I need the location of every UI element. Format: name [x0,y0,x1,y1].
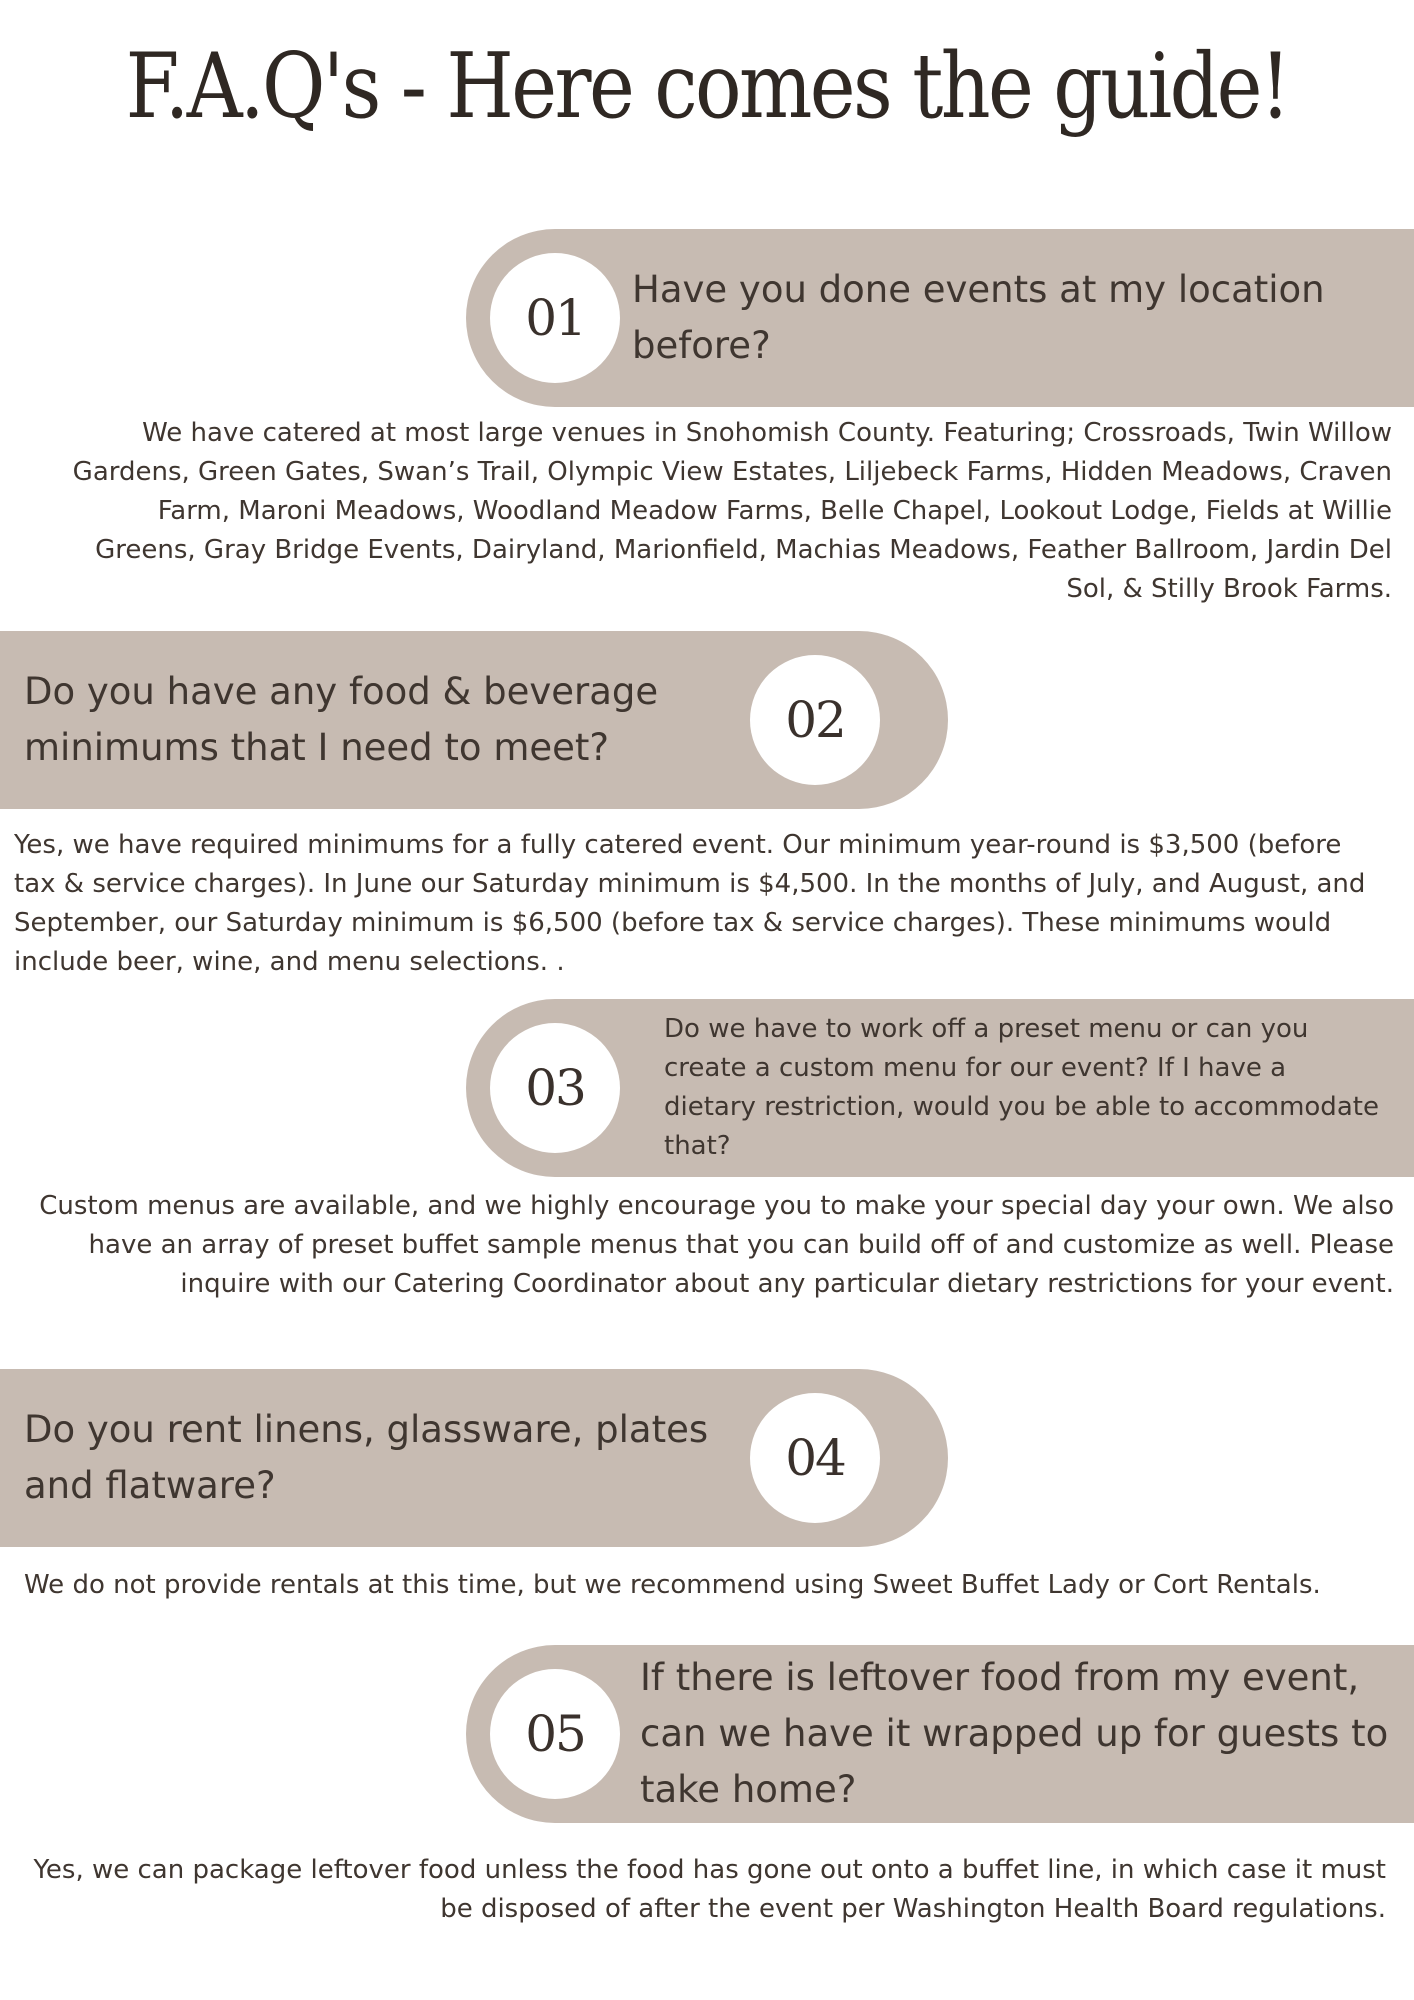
faq-answer-2: Yes, we have required minimums for a fully catered event. Our minimum year-round is $3,500 (before tax & service charges). In June our Saturday minimum is $4,500. In the months of July, and August, and September, our Saturday minimum is $6,500 (before tax & service charges). These minimums would include beer, wine, and menu selections. . [14,830,1366,977]
faq-banner-1 [466,229,1414,407]
faq-question-5: If there is leftover food from my event, can we have it wrapped up for guests to take home? [640,1656,1389,1811]
faq-answer-1: We have catered at most large venues in Snohomish County. Featuring; Crossroads, Twin Willow Gardens, Green Gates, Swan’s Trail, Olympic View Estates, Liljebeck Farms, Hidden Meadows, Craven Farm, Maroni Meadows, Woodland Meadow Farms, Belle Chapel, Lookout Lodge, Fields at Willie Greens, Gray Bridge Events, Dairyland, Marionfield, Machias Meadows, Feather Ballroom, Jardin Del Sol, & Stilly Brook Farms. [72,418,1392,604]
faq-question-2: Do you have any food & beverage minimums that I need to meet? [24,670,659,769]
faq-number-badge-4: 04 [750,1393,880,1523]
faq-banner-5 [466,1645,1414,1823]
faq-answer-4: We do not provide rentals at this time, but we recommend using Sweet Buffet Lady or Cort Rentals. [24,1570,1321,1600]
faq-question-1: Have you done events at my location before? [632,268,1325,367]
faq-number-badge-2: 02 [750,655,880,785]
faq-answer-3: Custom menus are available, and we highly encourage you to make your special day your own. We also have an array of preset buffet sample menus that you can build off of and customize as well. Please inquire with our Catering Coordinator about any particular dietary restrictions for your event. [39,1191,1394,1299]
faq-banner-2 [0,631,948,809]
faq-banner-3 [466,999,1414,1177]
page-title: F.A.Q's - Here comes the guide! [125,34,1289,139]
faq-banner-4 [0,1369,948,1547]
faq-number-badge-5: 05 [490,1669,620,1799]
faq-answer-5: Yes, we can package leftover food unless the food has gone out onto a buffet line, in which case it must be disposed of after the event per Washington Health Board regulations. [33,1855,1386,1924]
faq-number-badge-1: 01 [490,253,620,383]
faq-question-3: Do we have to work off a preset menu or can you create a custom menu for our event? If I have a dietary restriction, would you be able to accommodate that? [664,1014,1379,1161]
faq-question-4: Do you rent linens, glassware, plates and flatware? [24,1408,709,1507]
faq-number-badge-3: 03 [490,1023,620,1153]
